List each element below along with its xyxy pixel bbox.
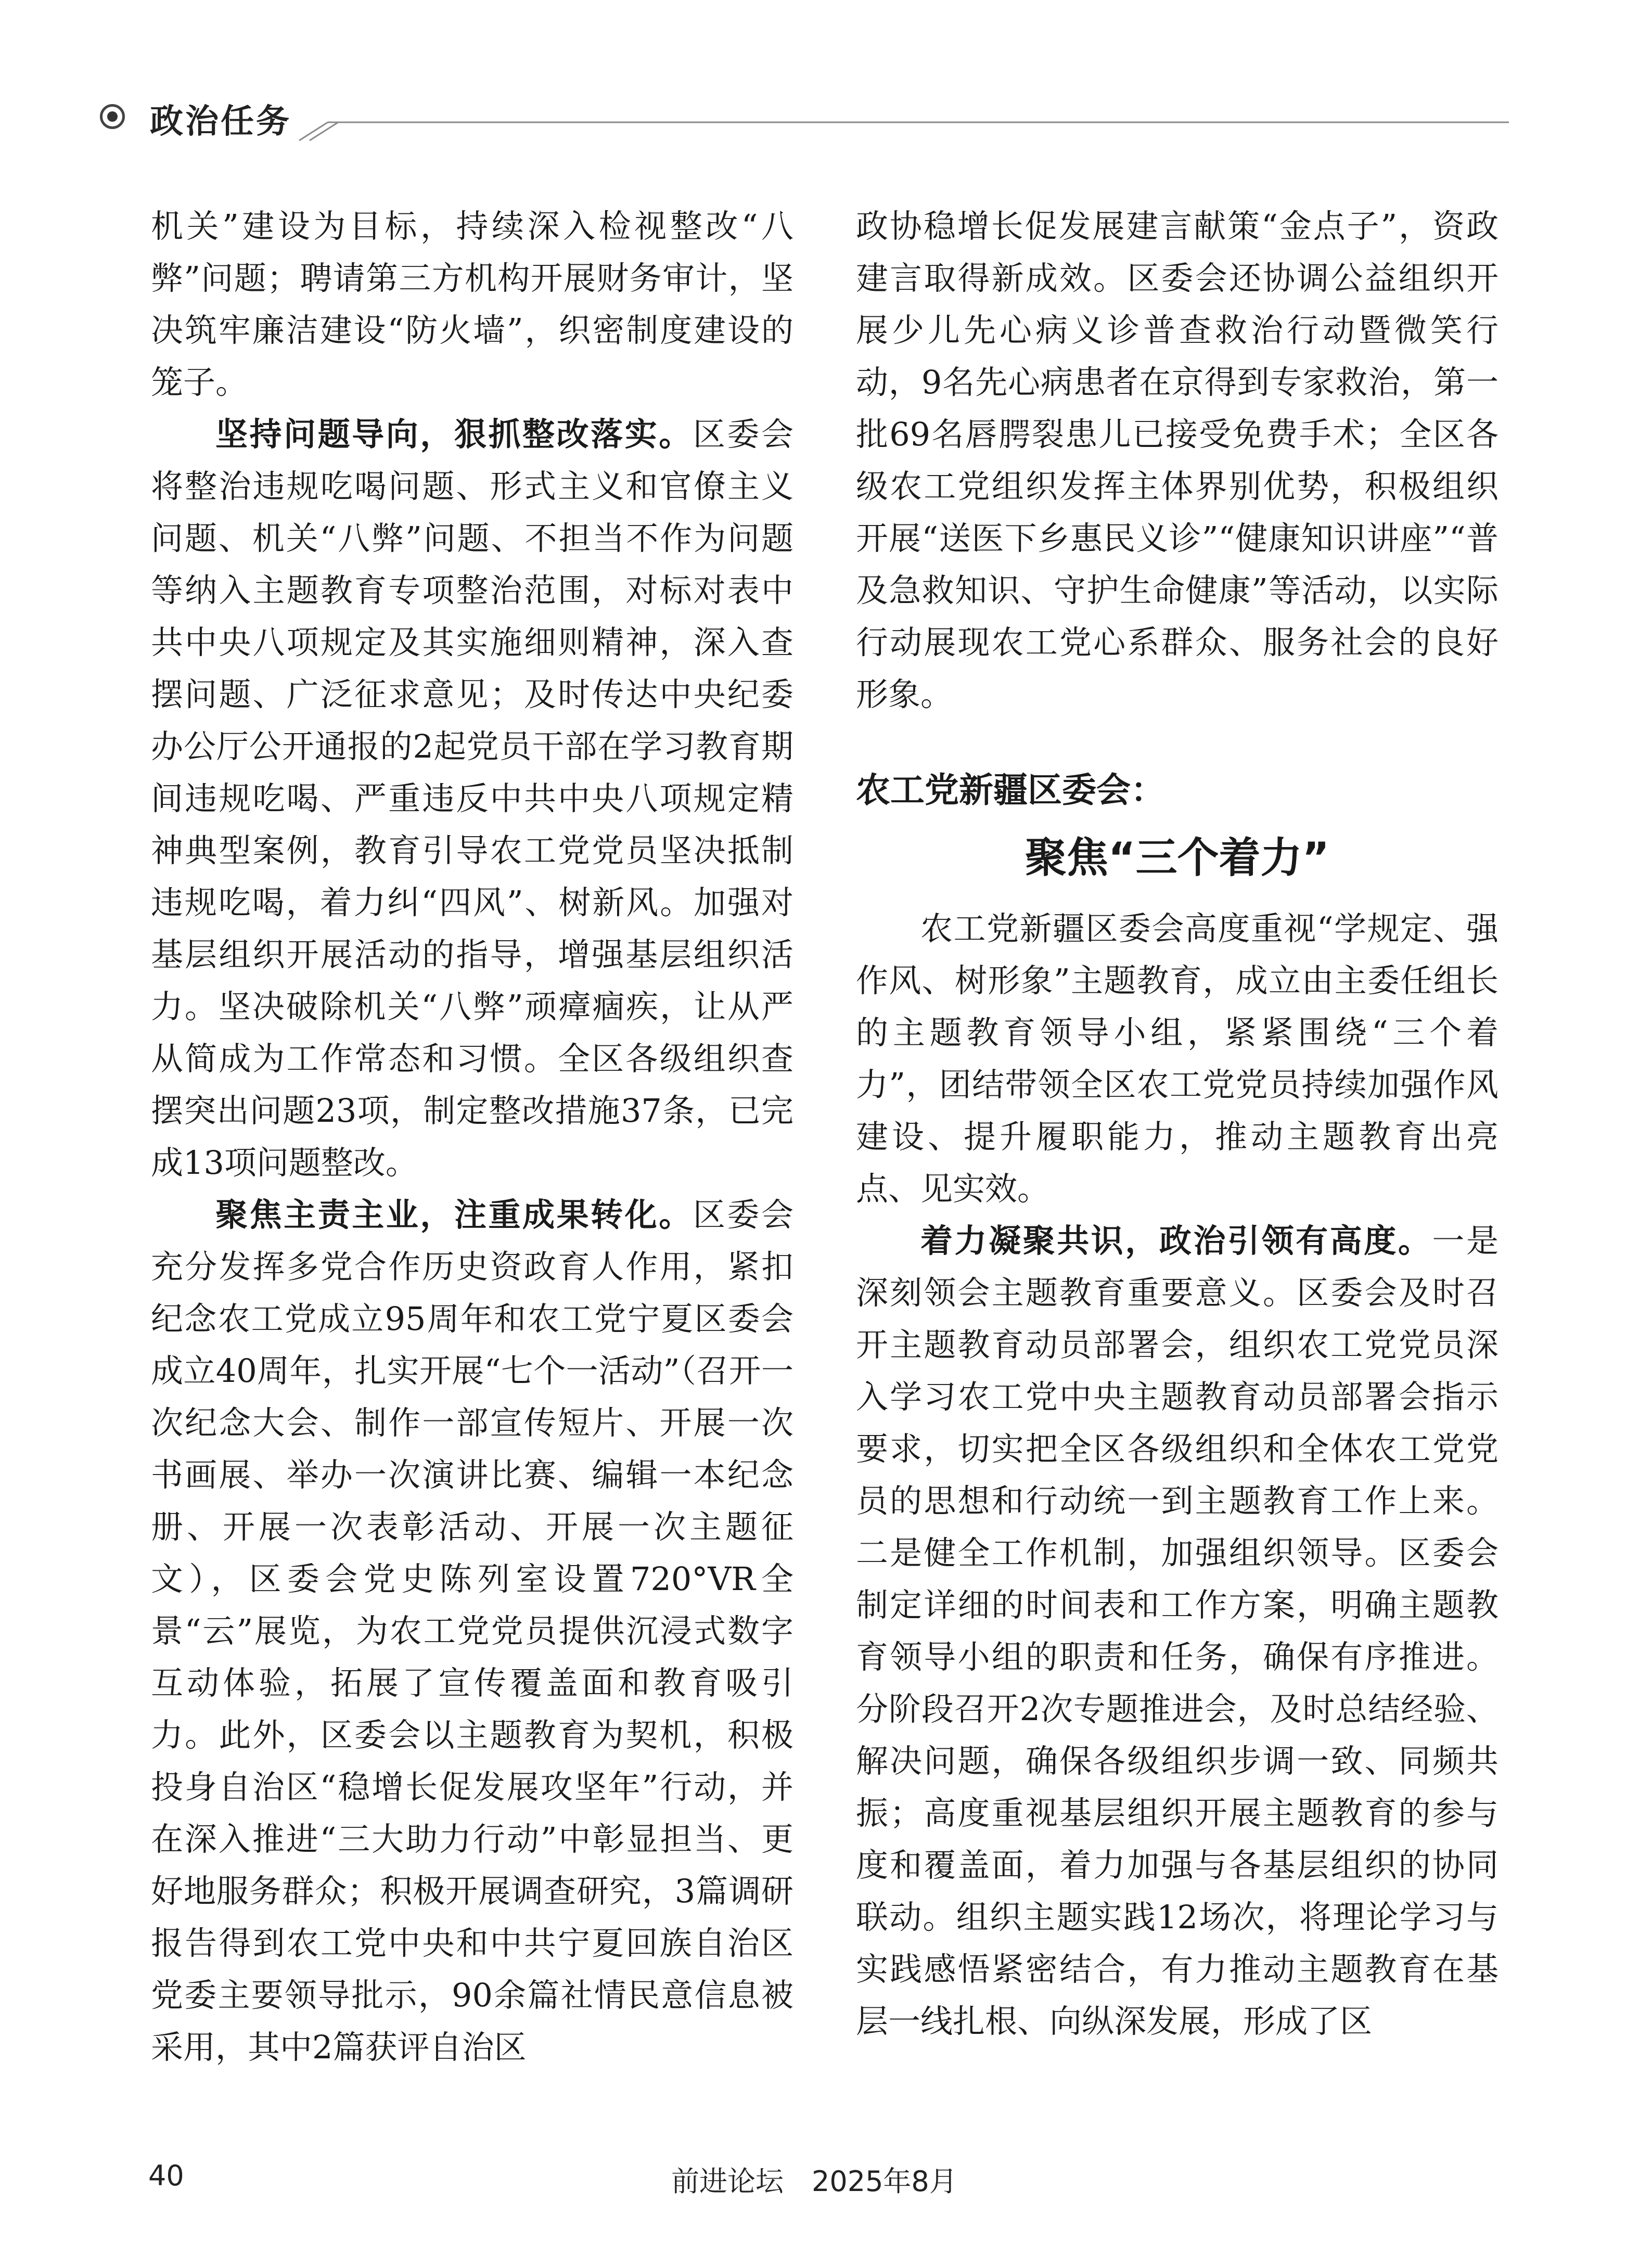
right-paragraph-3-body: 一是深刻领会主题教育重要意义。区委会及时召开主题教育动员部署会，组织农工党党员深入学习农工党中央主题教育动员部署会指示要求，切实把全区各级组织和全体农工党党员的思想和行动统一到主题教育工作上来。二是健全工作机制，加强组织领导。区委会制定详细的时间表和工作方案，明确主题教育领导小组的职责和任务，确保有序推进。分阶段召开2次专题推进会，及时总结经验、解决问题，确保各级组织步调一致、同频共振；高度重视基层组织开展主题教育的参与度和覆盖面，着力加强与各基层组织的协同联动。组织主题实践12场次，将理论学习与实践感悟紧密结合，有力推动主题教育在基层一线扎根、向纵深发展，形成了区 <box>856 1222 1499 2040</box>
section-bullet-icon <box>100 104 125 129</box>
right-paragraph-1: 政协稳增长促发展建言献策“金点子”，资政建言取得新成效。区委会还协调公益组织开展少儿先心病义诊普查救治行动暨微笑行动，9名先心病患者在京得到专家救治，第一批69名唇腭裂患儿已接受免费手术；全区各级农工党组织发挥主体界别优势，积极组织开展“送医下乡惠民义诊”“健康知识讲座”“普及急救知识、守护生命健康”等活动，以实际行动展现农工党心系群众、服务社会的良好形象。 <box>856 207 1499 713</box>
left-paragraph-2 <box>151 408 793 1189</box>
page-header <box>88 88 1509 146</box>
right-column <box>856 200 1499 2047</box>
left-paragraph-3-body: 区委会充分发挥多党合作历史资政育人作用，紧扣纪念农工党成立95周年和农工党宁夏区委会成立40周年，扎实开展“七个一活动”（召开一次纪念大会、制作一部宣传短片、开展一次书画展、举办一次演讲比赛、编辑一本纪念册、开展一次表彰活动、开展一次主题征文），区委会党史陈列室设置720°VR全景“云”展览，为农工党党员提供沉浸式数字互动体验，拓展了宣传覆盖面和教育吸引力。此外，区委会以主题教育为契机，积极投身自治区“稳增长促发展攻坚年”行动，并在深入推进“三大助力行动”中彰显担当、更好地服务群众；积极开展调查研究，3篇调研报告得到农工党中央和中共宁夏回族自治区党委主要领导批示，90余篇社情民意信息被采用，其中2篇获评自治区 <box>151 1196 793 2066</box>
left-column <box>151 200 793 2073</box>
left-paragraph-1: 机关”建设为目标，持续深入检视整改“八弊”问题；聘请第三方机构开展财务审计，坚决筑牢廉洁建设“防火墙”，织密制度建设的笼子。 <box>151 207 793 401</box>
right-paragraph-2: 农工党新疆区委会高度重视“学规定、强作风、树形象”主题教育，成立由主委任组长的主题教育领导小组，紧紧围绕“三个着力”，团结带领全区农工党党员持续加强作风建设、提升履职能力，推动主题教育出亮点、见实效。 <box>856 909 1499 1208</box>
left-paragraph-3-lead: 聚焦主责主业，注重成果转化。 <box>215 1196 693 1234</box>
page-number: 40 <box>148 2159 184 2192</box>
magazine-name: 前进论坛 <box>671 2165 784 2198</box>
right-paragraph-3-lead: 着力凝聚共识，政治引领有高度。 <box>920 1222 1432 1260</box>
issue-date: 2025年8月 <box>812 2165 957 2198</box>
right-paragraph-3 <box>856 1215 1499 2047</box>
section-title: 政治任务 <box>150 103 291 141</box>
header-rule <box>88 88 1509 146</box>
left-paragraph-3 <box>151 1189 793 2073</box>
left-paragraph-2-body: 区委会将整治违规吃喝问题、形式主义和官僚主义问题、机关“八弊”问题、不担当不作为问题等纳入主题教育专项整治范围，对标对表中共中央八项规定及其实施细则精神，深入查摆问题、广泛征求意见；及时传达中央纪委办公厅公开通报的2起党员干部在学习教育期间违规吃喝、严重违反中共中央八项规定精神典型案例，教育引导农工党党员坚决抵制违规吃喝，着力纠“四风”、树新风。加强对基层组织开展活动的指导，增强基层组织活力。坚决破除机关“八弊”顽瘴痼疾，让从严从简成为工作常态和习惯。全区各级组织查摆突出问题23项，制定整改措施37条，已完成13项问题整改。 <box>151 415 793 1182</box>
org-title: 农工党新疆区委会： <box>856 770 1165 810</box>
left-paragraph-2-lead: 坚持问题导向，狠抓整改落实。 <box>215 415 693 453</box>
article-title: 聚焦“三个着力” <box>1025 834 1330 882</box>
